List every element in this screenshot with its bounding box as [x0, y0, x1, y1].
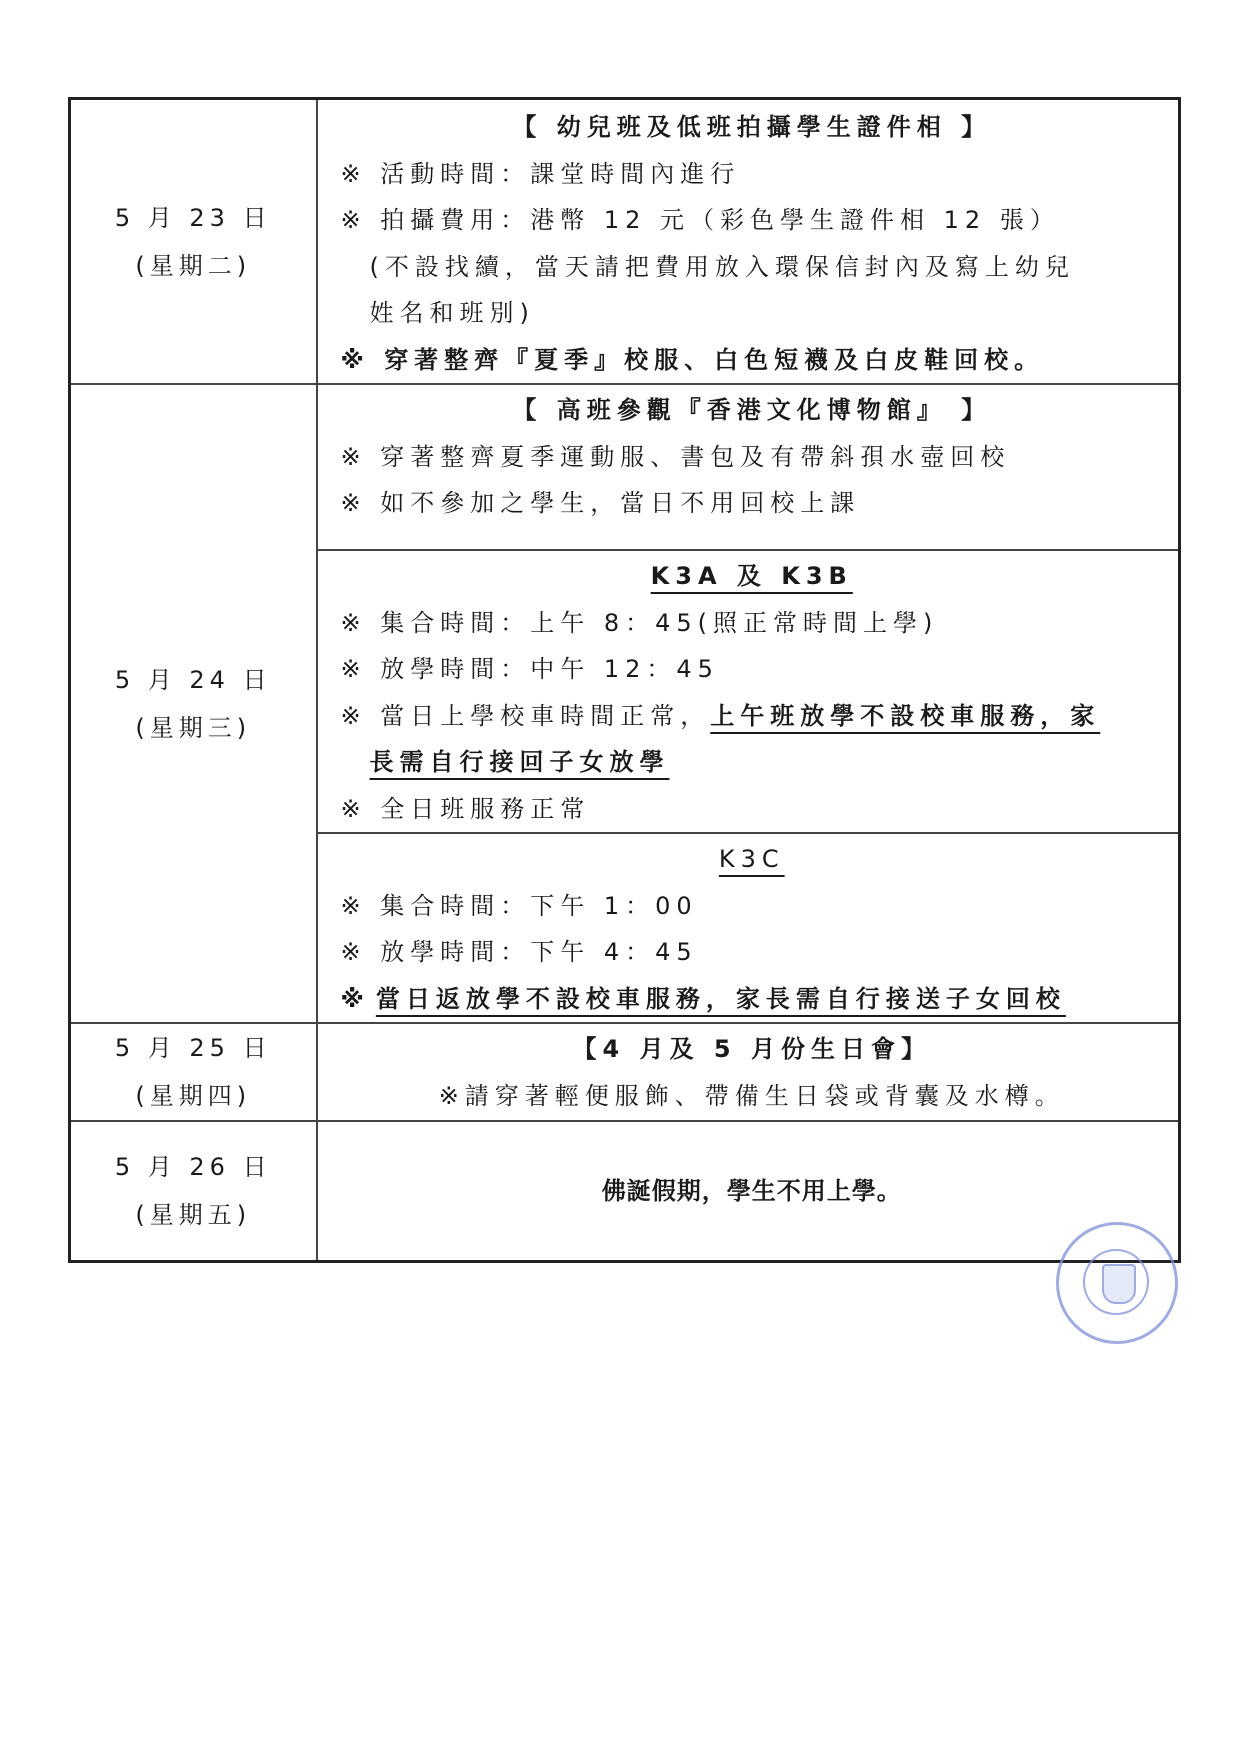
event-title: 【4 月及 5 月份生日會】 [572, 1035, 931, 1063]
holiday-notice: 佛誕假期，學生不用上學。 [601, 1176, 902, 1205]
event-item-dress-code: ※ 穿著整齊『夏季』校服、白色短襪及白皮鞋回校。 [340, 345, 1045, 374]
event-item: ※ 如不參加之學生，當日不用回校上課 [340, 489, 861, 517]
content-cell [317, 99, 1180, 385]
date-cell [70, 1121, 317, 1261]
event-title: 【 幼兒班及低班拍攝學生證件相 】 [512, 113, 992, 141]
date: 5 月 26 日 [114, 1152, 272, 1181]
content-cell [317, 1121, 1180, 1261]
event-item: ※請穿著輕便服飾、帶備生日袋或背囊及水樽。 [438, 1081, 1065, 1110]
content-cell [317, 1023, 1180, 1121]
event-item: ※ 集合時間：下午 1：00 [340, 891, 698, 920]
event-item: ※ 集合時間：上午 8：45(照正常時間上學) [340, 608, 939, 637]
schedule-row-0525 [70, 1023, 1180, 1121]
school-seal-stamp [1056, 1222, 1178, 1344]
content-cell [317, 550, 1180, 833]
bus-notice: 長需自行接回子女放學 [369, 748, 670, 776]
content-cell [317, 384, 1180, 550]
date: 5 月 24 日 [114, 665, 272, 694]
schedule-table [68, 97, 1181, 1263]
schedule-row-0526 [70, 1121, 1180, 1261]
reference-mark: ※ [340, 984, 370, 1013]
content-cell [317, 833, 1180, 1023]
event-item: ※ 拍攝費用：港幣 12 元（彩色學生證件相 12 張） [340, 206, 1060, 234]
bus-notice: 上午班放學不設校車服務，家 [710, 701, 1101, 730]
event-title: 【 高班參觀『香港文化博物館』 】 [512, 396, 992, 424]
class-heading-k3c: K3C [718, 845, 785, 873]
date-cell [70, 384, 317, 1023]
schedule-row-0523 [70, 99, 1180, 385]
bus-notice: 當日返放學不設校車服務，家長需自行接送子女回校 [375, 984, 1066, 1013]
date: 5 月 23 日 [114, 203, 272, 232]
event-note: 姓名和班別) [369, 299, 535, 327]
weekday: (星期四) [135, 1082, 252, 1110]
date: 5 月 25 日 [114, 1034, 272, 1062]
date-cell [70, 1023, 317, 1121]
event-note: (不設找續，當天請把費用放入環保信封內及寫上幼兒 [369, 252, 1075, 281]
date-cell [70, 99, 317, 385]
event-item: ※ 穿著整齊夏季運動服、書包及有帶斜孭水壺回校 [340, 442, 1011, 471]
weekday: (星期五) [135, 1200, 252, 1229]
weekday: (星期三) [135, 713, 252, 742]
shield-icon [1102, 1264, 1136, 1304]
event-item: ※ 當日上學校車時間正常， [340, 701, 711, 730]
schedule-row-0524-visit [70, 384, 1180, 550]
event-item: ※ 全日班服務正常 [340, 794, 591, 823]
event-item: ※ 放學時間：下午 4：45 [340, 938, 698, 966]
class-heading-k3ab: K3A 及 K3B [650, 562, 853, 590]
event-item: ※ 活動時間：課堂時間內進行 [340, 159, 741, 188]
weekday: (星期二) [135, 251, 252, 280]
event-item: ※ 放學時間：中午 12：45 [340, 655, 719, 683]
